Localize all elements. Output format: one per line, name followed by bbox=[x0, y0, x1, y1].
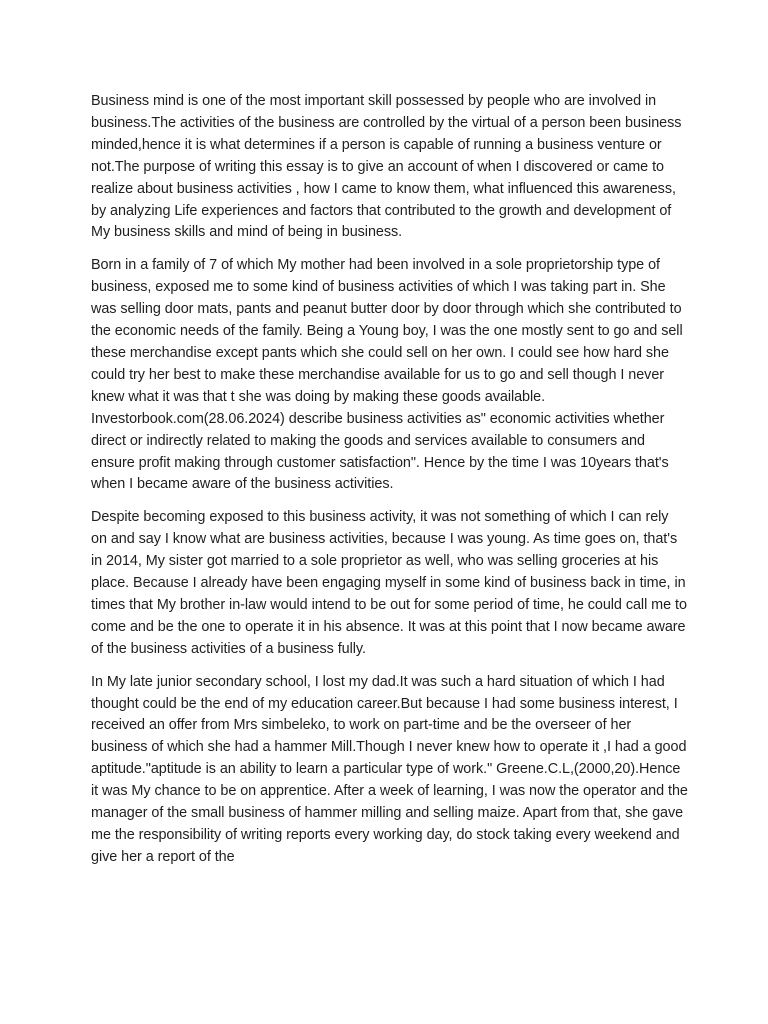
paragraph-hammer-mill: In My late junior secondary school, I lost my dad.It was such a hard situation of which I had thought could be the end of my education career.But because I had some business interest, I received an offer from Mrs simbeleko, to work on part-time and be the overseer of her business of which she had a hammer Mill.Though I never knew how to operate it ,I had a good aptitude."aptitude is an ability to learn a particular type of work." Greene.C.L,(2000,20).Hence it was My chance to be on apprentice. After a week of learning, I was now the operator and the manager of the small business of hammer milling and selling maize. Apart from that, she gave me the responsibility of writing reports every working day, do stock taking every weekend and give her a report of the bbox=[91, 673, 688, 865]
paragraph-sister-business: Despite becoming exposed to this business activity, it was not something of which I can rely on and say I know what are business activities, because I was young. As time goes on, that's in 2014, My sister got married to a sole proprietor as well, who was selling groceries at his place. Because I already have been engaging myself in some kind of business back in time, in times that My brother in-law would intend to be out for some period of time, he could call me to come and be the one to operate it in his absence. It was at this point that I now became aware of the business activities of a business fully. bbox=[91, 509, 687, 657]
paragraph-family-background: Born in a family of 7 of which My mother had been involved in a sole proprietorship type of business, exposed me to some kind of business activities of which I was taking part in. She was selling door mats, pants and peanut butter door by door through which she contributed to the economic needs of the family. Being a Young boy, I was the one mostly sent to go and sell these merchandise except pants which she could sell on her own. I could see how hard she could try her best to make these merchandise available for us to go and sell though I never knew what it was that t she was doing by making these goods available. Investorbook.com(28.06.2024) describe business activities as" economic activities whether direct or indirectly related to making the goods and services available to consumers and ensure profit making through customer satisfaction". Hence by the time I was 10years that's when I became aware of the business activities. bbox=[91, 257, 683, 493]
paragraph-intro: Business mind is one of the most important skill possessed by people who are involved in business.The activities of the business are controlled by the virtual of a person been business minded,hence it is what determines if a person is capable of running a business venture or not.The purpose of writing this essay is to give an account of when I discovered or came to realize about business activities , how I came to know them, what influenced this awareness, by analyzing Life experiences and factors that contributed to the growth and development of My business skills and mind of being in business. bbox=[91, 93, 682, 241]
